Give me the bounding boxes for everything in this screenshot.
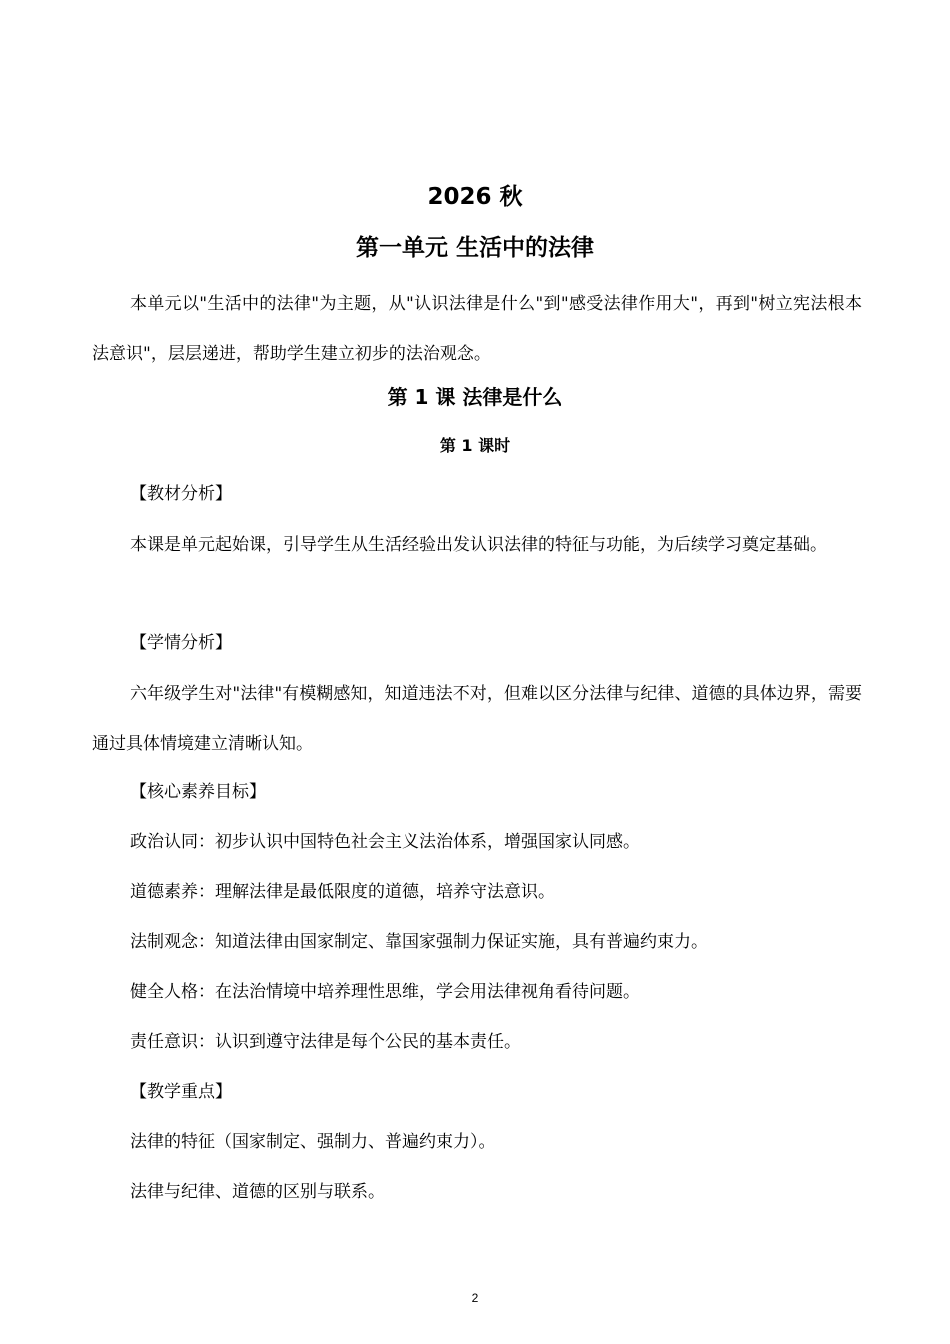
core-goal-item: 政治认同：初步认识中国特色社会主义法治体系，增强国家认同感。	[130, 832, 640, 852]
core-goal-item: 责任意识：认识到遵守法律是每个公民的基本责任。	[130, 1032, 521, 1052]
unit-title: 第一单元 生活中的法律	[355, 235, 594, 261]
lesson-period: 第 1 课时	[439, 436, 511, 455]
year-title: 2026 秋	[427, 184, 523, 210]
student-analysis-paragraph: 六年级学生对"法律"有模糊感知，知道违法不对，但难以区分法律与纪律、道德的具体边界，需要通过具体情境建立清晰认知。	[92, 684, 862, 754]
core-goal-item: 健全人格：在法治情境中培养理性思维，学会用法律视角看待问题。	[130, 982, 640, 1002]
key-point-item: 法律的特征（国家制定、强制力、普遍约束力）。	[130, 1132, 496, 1152]
section-heading-core-goals: 【核心素养目标】	[130, 782, 266, 802]
section-heading-student-analysis: 【学情分析】	[130, 633, 232, 653]
key-point-item: 法律与纪律、道德的区别与联系。	[130, 1182, 385, 1202]
unit-intro-paragraph: 本单元以"生活中的法律"为主题，从"认识法律是什么"到"感受法律作用大"，再到"树立宪法根本法意识"，层层递进，帮助学生建立初步的法治观念。	[92, 294, 862, 364]
section-heading-key-points: 【教学重点】	[130, 1082, 232, 1102]
textbook-analysis-paragraph: 本课是单元起始课，引导学生从生活经验出发认识法律的特征与功能，为后续学习奠定基础。	[130, 535, 827, 555]
core-goal-item: 道德素养：理解法律是最低限度的道德，培养守法意识。	[130, 882, 555, 902]
page-number: 2	[471, 1291, 479, 1305]
section-heading-textbook-analysis: 【教材分析】	[130, 484, 232, 504]
lesson-title: 第 1 课 法律是什么	[387, 385, 563, 409]
core-goal-item: 法制观念：知道法律由国家制定、靠国家强制力保证实施，具有普遍约束力。	[130, 932, 708, 952]
